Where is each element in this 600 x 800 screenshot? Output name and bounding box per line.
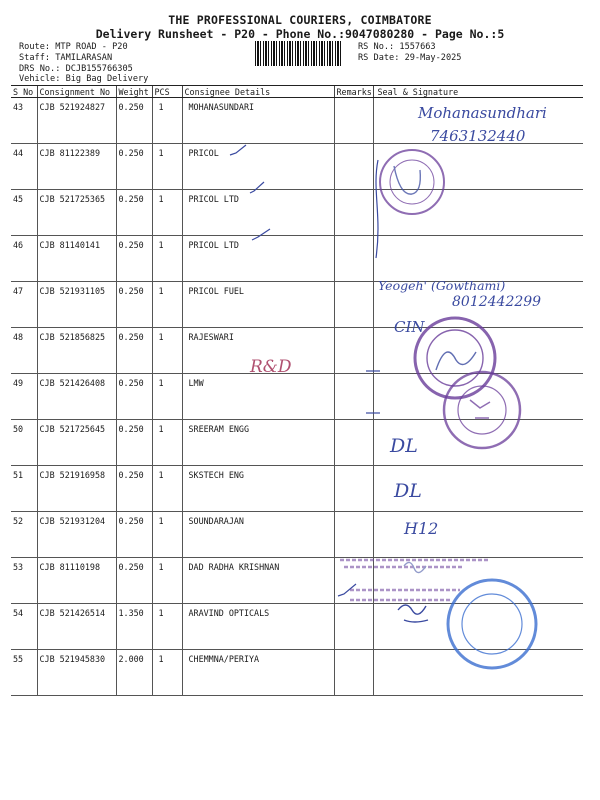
cell-remarks — [334, 328, 373, 374]
table-row — [11, 374, 583, 420]
company-title: THE PROFESSIONAL COURIERS, COIMBATORE — [168, 13, 432, 27]
handwritten-dl: DL — [394, 480, 422, 502]
cell-weight: 0.250 — [116, 144, 152, 190]
col-header-consignment: Consignment No — [37, 86, 116, 98]
cell-remarks — [334, 604, 373, 650]
cell-sno: 52 — [11, 512, 37, 558]
cell-seal-signature — [373, 236, 583, 282]
cell-consignee: RAJESWARI — [182, 328, 334, 374]
cell-pcs: 1 — [152, 144, 182, 190]
cell-consignee: PRICOL LTD — [182, 190, 334, 236]
col-header-sno: S No — [11, 86, 37, 98]
cell-consignment-no: CJB 81122389 — [37, 144, 116, 190]
cell-consignment-no: CJB 521856825 — [37, 328, 116, 374]
cell-consignee: LMW — [182, 374, 334, 420]
handwritten-dl: DL — [390, 435, 418, 457]
cell-pcs: 1 — [152, 236, 182, 282]
handwritten-initials: H12 — [404, 519, 439, 538]
table-row — [11, 144, 583, 190]
cell-remarks — [334, 282, 373, 328]
table-row — [11, 190, 583, 236]
cell-remarks — [334, 466, 373, 512]
barcode — [255, 41, 342, 66]
cell-pcs: 1 — [152, 604, 182, 650]
cell-weight: 0.250 — [116, 190, 152, 236]
table-row — [11, 98, 583, 144]
cell-pcs: 1 — [152, 650, 182, 696]
cell-consignee: MOHANASUNDARI — [182, 98, 334, 144]
cell-consignment-no: CJB 521931105 — [37, 282, 116, 328]
col-header-remarks: Remarks — [334, 86, 373, 98]
cell-seal-signature — [373, 374, 583, 420]
cell-consignee: SOUNDARAJAN — [182, 512, 334, 558]
cell-sno: 53 — [11, 558, 37, 604]
cell-weight: 0.250 — [116, 98, 152, 144]
cell-weight: 0.250 — [116, 374, 152, 420]
cell-weight: 0.250 — [116, 466, 152, 512]
table-row — [11, 512, 583, 558]
cell-pcs: 1 — [152, 420, 182, 466]
cell-sno: 54 — [11, 604, 37, 650]
cell-sno: 55 — [11, 650, 37, 696]
cell-consignee: PRICOL — [182, 144, 334, 190]
cell-consignment-no: CJB 521916958 — [37, 466, 116, 512]
cell-sno: 43 — [11, 98, 37, 144]
cell-weight: 1.350 — [116, 604, 152, 650]
cell-pcs: 1 — [152, 190, 182, 236]
cell-consignment-no: CJB 521426514 — [37, 604, 116, 650]
cell-pcs: 1 — [152, 466, 182, 512]
rs-number: RS No.: 1557663 — [358, 42, 436, 52]
cell-seal-signature — [373, 328, 583, 374]
col-header-seal: Seal & Signature — [373, 86, 583, 98]
cell-consignee: ARAVIND OPTICALS — [182, 604, 334, 650]
cell-weight: 2.000 — [116, 650, 152, 696]
cell-consignment-no: CJB 81110198 — [37, 558, 116, 604]
cell-pcs: 1 — [152, 282, 182, 328]
cell-sno: 46 — [11, 236, 37, 282]
cell-sno: 48 — [11, 328, 37, 374]
cell-pcs: 1 — [152, 98, 182, 144]
table-header-row — [11, 86, 583, 98]
cell-consignment-no: CJB 521426408 — [37, 374, 116, 420]
cell-weight: 0.250 — [116, 282, 152, 328]
cell-seal-signature — [373, 512, 583, 558]
cell-seal-signature — [373, 466, 583, 512]
table-row — [11, 282, 583, 328]
table-row — [11, 558, 583, 604]
cell-seal-signature — [373, 420, 583, 466]
handwritten-phone: 8012442299 — [452, 294, 542, 310]
cell-pcs: 1 — [152, 512, 182, 558]
cell-sno: 50 — [11, 420, 37, 466]
handwritten-phone: 7463132440 — [430, 127, 526, 145]
cell-consignment-no: CJB 521725365 — [37, 190, 116, 236]
cell-seal-signature — [373, 604, 583, 650]
cell-consignment-no: CJB 521945830 — [37, 650, 116, 696]
cell-weight: 0.250 — [116, 236, 152, 282]
table-row — [11, 650, 583, 696]
handwritten-signature: Mohanasundhari — [418, 104, 547, 122]
cell-consignee: SKSTECH ENG — [182, 466, 334, 512]
col-header-weight: Weight — [116, 86, 152, 98]
col-header-consignee: Consignee Details — [182, 86, 334, 98]
staff-label: Staff: TAMILARASAN — [19, 53, 113, 63]
cell-weight: 0.250 — [116, 558, 152, 604]
cell-sno: 49 — [11, 374, 37, 420]
table-row — [11, 236, 583, 282]
handwritten-initials: CIN — [394, 318, 425, 336]
cell-consignee: PRICOL LTD — [182, 236, 334, 282]
handwritten-receiver: Yeogeh' (Gowthami) — [378, 278, 506, 293]
cell-seal-signature — [373, 190, 583, 236]
cell-seal-signature — [373, 144, 583, 190]
runsheet-subtitle: Delivery Runsheet - P20 - Phone No.:9047080280 - Page No.:5 — [95, 27, 505, 41]
cell-pcs: 1 — [152, 374, 182, 420]
cell-consignee: DAD RADHA KRISHNAN — [182, 558, 334, 604]
col-header-pcs: PCS — [152, 86, 182, 98]
table-row — [11, 420, 583, 466]
drs-number: DRS No.: DCJB155766305 — [19, 64, 133, 74]
cell-weight: 0.250 — [116, 420, 152, 466]
table-row — [11, 328, 583, 374]
cell-seal-signature — [373, 98, 583, 144]
cell-sno: 45 — [11, 190, 37, 236]
vehicle-label: Vehicle: Big Bag Delivery — [19, 74, 149, 84]
cell-consignment-no: CJB 521931204 — [37, 512, 116, 558]
cell-weight: 0.250 — [116, 512, 152, 558]
cell-seal-signature — [373, 650, 583, 696]
cell-remarks — [334, 512, 373, 558]
cell-remarks — [334, 374, 373, 420]
cell-pcs: 1 — [152, 328, 182, 374]
table-row — [11, 604, 583, 650]
cell-remarks — [334, 420, 373, 466]
cell-remarks — [334, 650, 373, 696]
cell-consignment-no: CJB 81140141 — [37, 236, 116, 282]
cell-sno: 51 — [11, 466, 37, 512]
cell-pcs: 1 — [152, 558, 182, 604]
cell-remarks — [334, 144, 373, 190]
cell-sno: 44 — [11, 144, 37, 190]
cell-consignment-no: CJB 521924827 — [37, 98, 116, 144]
cell-consignee: CHEMMNA/PERIYA — [182, 650, 334, 696]
cell-remarks — [334, 236, 373, 282]
cell-remarks — [334, 190, 373, 236]
cell-sno: 47 — [11, 282, 37, 328]
cell-weight: 0.250 — [116, 328, 152, 374]
cell-seal-signature — [373, 282, 583, 328]
table-row — [11, 466, 583, 512]
cell-remarks — [334, 558, 373, 604]
cell-consignee: PRICOL FUEL — [182, 282, 334, 328]
cell-consignee: SREERAM ENGG — [182, 420, 334, 466]
cell-seal-signature — [373, 558, 583, 604]
handwritten-dept: R&D — [250, 357, 292, 377]
route-label: Route: MTP ROAD - P20 — [19, 42, 128, 52]
cell-remarks — [334, 98, 373, 144]
cell-consignment-no: CJB 521725645 — [37, 420, 116, 466]
rs-date: RS Date: 29-May-2025 — [358, 53, 462, 63]
runsheet-table — [11, 85, 583, 696]
